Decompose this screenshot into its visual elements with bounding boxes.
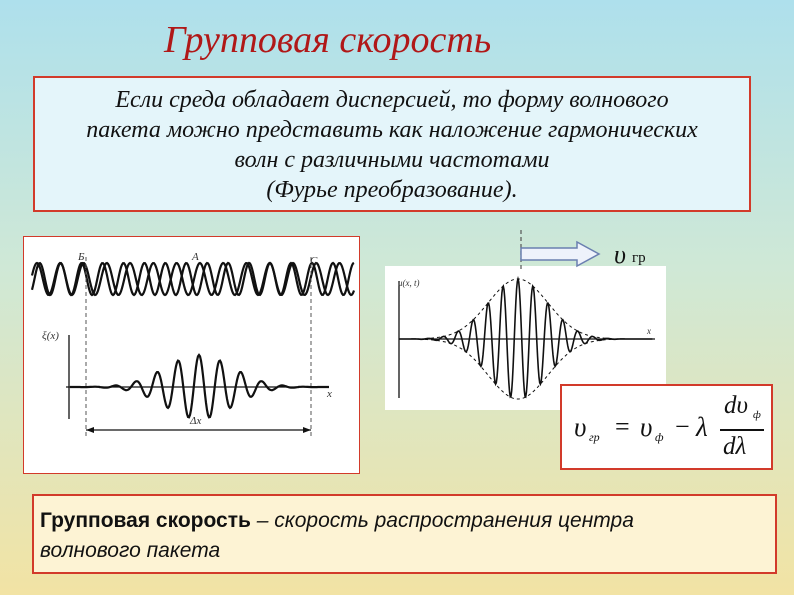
definition-term: Групповая скорость bbox=[40, 509, 251, 532]
x-axis-label: x bbox=[327, 388, 332, 400]
wave-label-a: А bbox=[192, 251, 199, 263]
wave-superposition-figure bbox=[23, 236, 360, 474]
formula-term1-symbol: υ bbox=[640, 412, 653, 442]
wave-label-b: Б bbox=[78, 251, 85, 263]
intro-box bbox=[33, 76, 751, 212]
formula-denominator: dλ bbox=[723, 433, 747, 460]
packet-oscillation bbox=[399, 279, 652, 397]
wave-label-c: С bbox=[310, 255, 318, 267]
formula-lhs-symbol: υ bbox=[574, 412, 587, 442]
page-title: Групповая скорость bbox=[164, 19, 492, 61]
formula-minus: − bbox=[675, 412, 690, 441]
formula-numerator: dυ bbox=[724, 392, 748, 419]
formula-numerator-subscript: ф bbox=[753, 409, 761, 421]
packet-y-label: u(x, t) bbox=[398, 278, 420, 288]
formula-term1-subscript: ф bbox=[655, 430, 664, 444]
definition-dash: – bbox=[250, 509, 275, 532]
definition-line-2: волнового пакета bbox=[40, 539, 221, 562]
definition-line-1-text: скорость распространения центра bbox=[274, 509, 634, 532]
arrow-shape bbox=[521, 242, 599, 266]
intro-line-3: волн с различными частотами bbox=[234, 147, 550, 173]
intro-line-1: Если среда обладает дисперсией, то форму волнового bbox=[115, 87, 669, 113]
velocity-subscript: гр bbox=[632, 250, 646, 266]
definition-line-1 bbox=[40, 506, 775, 536]
group-velocity-formula bbox=[560, 384, 773, 470]
formula-fraction-bar bbox=[720, 429, 764, 431]
formula-lambda: λ bbox=[696, 412, 708, 442]
packet-x-label: x bbox=[647, 326, 651, 336]
intro-line-2: пакета можно представить как наложение гармонических bbox=[86, 117, 698, 143]
group-velocity-arrow bbox=[515, 228, 615, 272]
intro-line-4: (Фурье преобразование). bbox=[266, 177, 518, 203]
velocity-symbol: υ bbox=[614, 240, 626, 269]
group-velocity-definition bbox=[32, 494, 777, 574]
wave-superposition-svg bbox=[24, 237, 359, 473]
formula-lhs-subscript: гр bbox=[589, 430, 600, 444]
packet-width-label: Δx bbox=[190, 415, 202, 427]
formula-equals: = bbox=[615, 412, 630, 441]
y-axis-label: ξ(x) bbox=[42, 330, 59, 342]
